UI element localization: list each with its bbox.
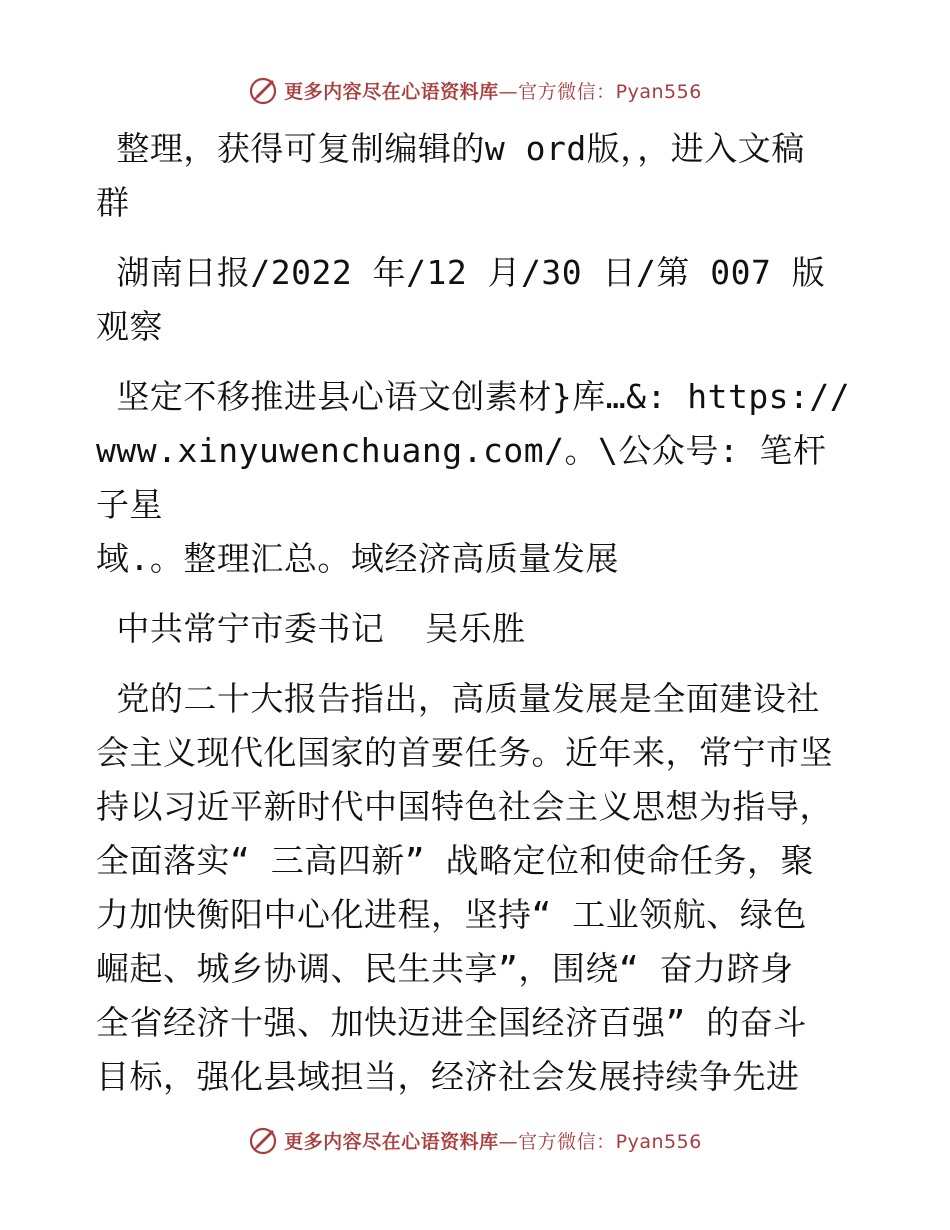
paragraph-source: [96, 246, 856, 354]
header-dash: —: [498, 80, 519, 103]
paragraph-body: [96, 672, 856, 1104]
pen-logo-icon: [248, 1124, 280, 1156]
text-line: 域.。整理汇总。域经济高质量发展: [96, 539, 619, 578]
paragraph-title: [96, 370, 856, 586]
footer-wechat-text: 官方微信：Pyan556: [518, 1130, 702, 1153]
paragraph-intro: [96, 122, 856, 230]
header-wechat-text: 官方微信：Pyan556: [518, 80, 702, 103]
text-line: 全面落实“ 三高四新” 战略定位和使命任务，聚: [96, 841, 814, 880]
footer-banner: [0, 1120, 950, 1160]
pen-logo-icon: [248, 74, 280, 106]
text-line: 力加快衡阳中心化进程，坚持“ 工业领航、绿色: [96, 895, 807, 934]
text-line: 崛起、城乡协调、民生共享”，围绕“ 奋力跻身: [96, 949, 794, 988]
text-line: 群: [96, 183, 130, 222]
text-line: 坚定不移推进县心语文创素材}库…&: https://: [96, 377, 851, 416]
text-line: 会主义现代化国家的首要任务。近年来，常宁市坚: [96, 733, 833, 772]
text-line: 整理，获得可复制编辑的w ord版，，进入文稿: [96, 129, 805, 168]
header-banner-text: [284, 77, 702, 104]
document-body: [96, 122, 856, 1104]
text-line: 目标，强化县域担当，经济社会发展持续争先进: [96, 1057, 800, 1096]
text-line: www.xinyuwenchuang.com/。\公众号: 笔杆子星: [96, 431, 827, 524]
text-line: 中共常宁市委书记 吴乐胜: [96, 609, 526, 648]
header-banner: [0, 70, 950, 110]
footer-banner-text: [284, 1127, 702, 1154]
text-line: 全省经济十强、加快迈进全国经济百强” 的奋斗: [96, 1003, 807, 1042]
footer-brand-text: 更多内容尽在心语资料库: [284, 1130, 499, 1153]
text-line: 湖南日报/2022 年/12 月/30 日/第 007 版观察: [96, 253, 826, 346]
text-line: 持以习近平新时代中国特色社会主义思想为指导，: [96, 787, 833, 826]
header-brand-text: 更多内容尽在心语资料库: [284, 80, 499, 103]
footer-dash: —: [498, 1130, 519, 1153]
text-line: 党的二十大报告指出，高质量发展是全面建设社: [96, 679, 820, 718]
paragraph-author: [96, 602, 856, 656]
